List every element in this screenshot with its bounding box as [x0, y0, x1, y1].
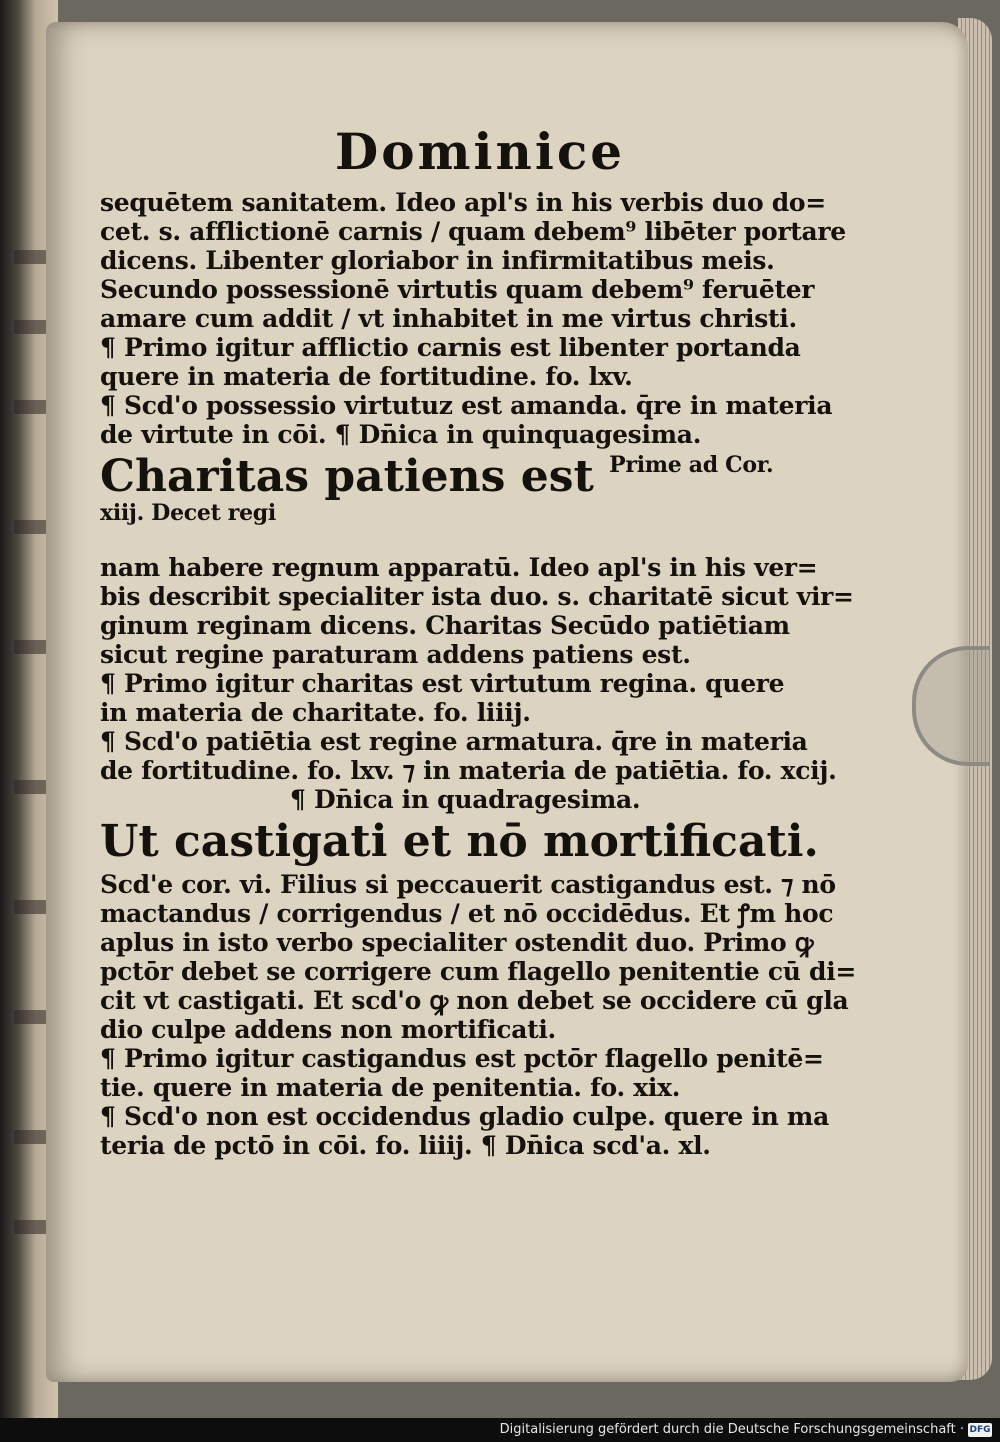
text-line: sicut regine paraturam addens patiens est.	[100, 640, 691, 669]
section-title: Ut castigati et nō mortificati.	[100, 816, 819, 867]
text-line: ¶ Primo igitur castigandus est pctōr flagello penitē=	[100, 1044, 824, 1073]
text-line: in materia de charitate. fo. liiij.	[100, 698, 531, 727]
text-block	[100, 122, 857, 1160]
section-title-main: Charitas patiens est	[100, 451, 594, 502]
text-line: cit vt castigati. Et scd'o ꝙ non debet se occidere cū gla	[100, 986, 849, 1015]
text-line: bis describit specialiter ista duo. s. charitatē sicut vir=	[100, 582, 854, 611]
footer-bar	[0, 1418, 1000, 1442]
text-line: de virtute in cōi. ¶ Dn̄ica in quinquagesima.	[100, 420, 702, 449]
side-line: xiij. Decet regi	[100, 500, 276, 526]
text-line: pctōr debet se corrigere cum flagello penitentie cū di=	[100, 957, 857, 986]
text-line: tie. quere in materia de penitentia. fo. xix.	[100, 1073, 681, 1102]
dfg-logo: DFG	[969, 1425, 991, 1435]
text-line: ¶ Primo igitur afflictio carnis est libenter portanda	[100, 333, 801, 362]
text-line: ¶ Dn̄ica in quadragesima.	[290, 785, 641, 814]
text-line: ¶ Scd'o patiētia est regine armatura. q̄re in materia	[100, 727, 808, 756]
text-line: nam habere regnum apparatū. Ideo apl's in his ver=	[100, 553, 818, 582]
text-line: ginum reginam dicens. Charitas Secūdo patiētiam	[100, 611, 790, 640]
text-line: quere in materia de fortitudine. fo. lxv.	[100, 362, 633, 391]
text-line: ¶ Primo igitur charitas est virtutum regina. quere	[100, 669, 785, 698]
text-line: aplus in isto verbo specialiter ostendit duo. Primo ꝙ	[100, 928, 814, 957]
side-line: Prime ad Cor.	[609, 452, 774, 478]
page-heading: Dominice	[334, 122, 626, 181]
text-line: Scd'e cor. vi. Filius si peccauerit castigandus est. ⁊ nō	[100, 870, 836, 899]
section-title	[100, 453, 800, 549]
text-line: cet. s. afflictionē carnis / quam debem⁹ libēter portare	[100, 217, 846, 246]
text-line: ¶ Scd'o possessio virtutuz est amanda. q̄re in materia	[100, 391, 833, 420]
text-line: Secundo possessionē virtutis quam debem⁹ feruēter	[100, 275, 815, 304]
text-line: teria de pctō in cōi. fo. liiij. ¶ Dn̄ica scd'a. xl.	[100, 1131, 711, 1160]
text-line: ¶ Scd'o non est occidendus gladio culpe. quere in ma	[100, 1102, 829, 1131]
footer-credit: Digitalisierung gefördert durch die Deutsche Forschungsgemeinschaft ·	[499, 1422, 964, 1437]
text-line: amare cum addit / vt inhabitet in me virtus christi.	[100, 304, 797, 333]
text-line: sequētem sanitatem. Ideo apl's in his verbis duo do=	[100, 188, 826, 217]
text-line: de fortitudine. fo. lxv. ⁊ in materia de patiētia. fo. xcij.	[100, 756, 837, 785]
text-line: mactandus / corrigendus / et nō occidēdus. Et ꝭm hoc	[100, 899, 834, 928]
text-line: dicens. Libenter gloriabor in infirmitatibus meis.	[100, 246, 775, 275]
text-line: dio culpe addens non mortificati.	[100, 1015, 556, 1044]
